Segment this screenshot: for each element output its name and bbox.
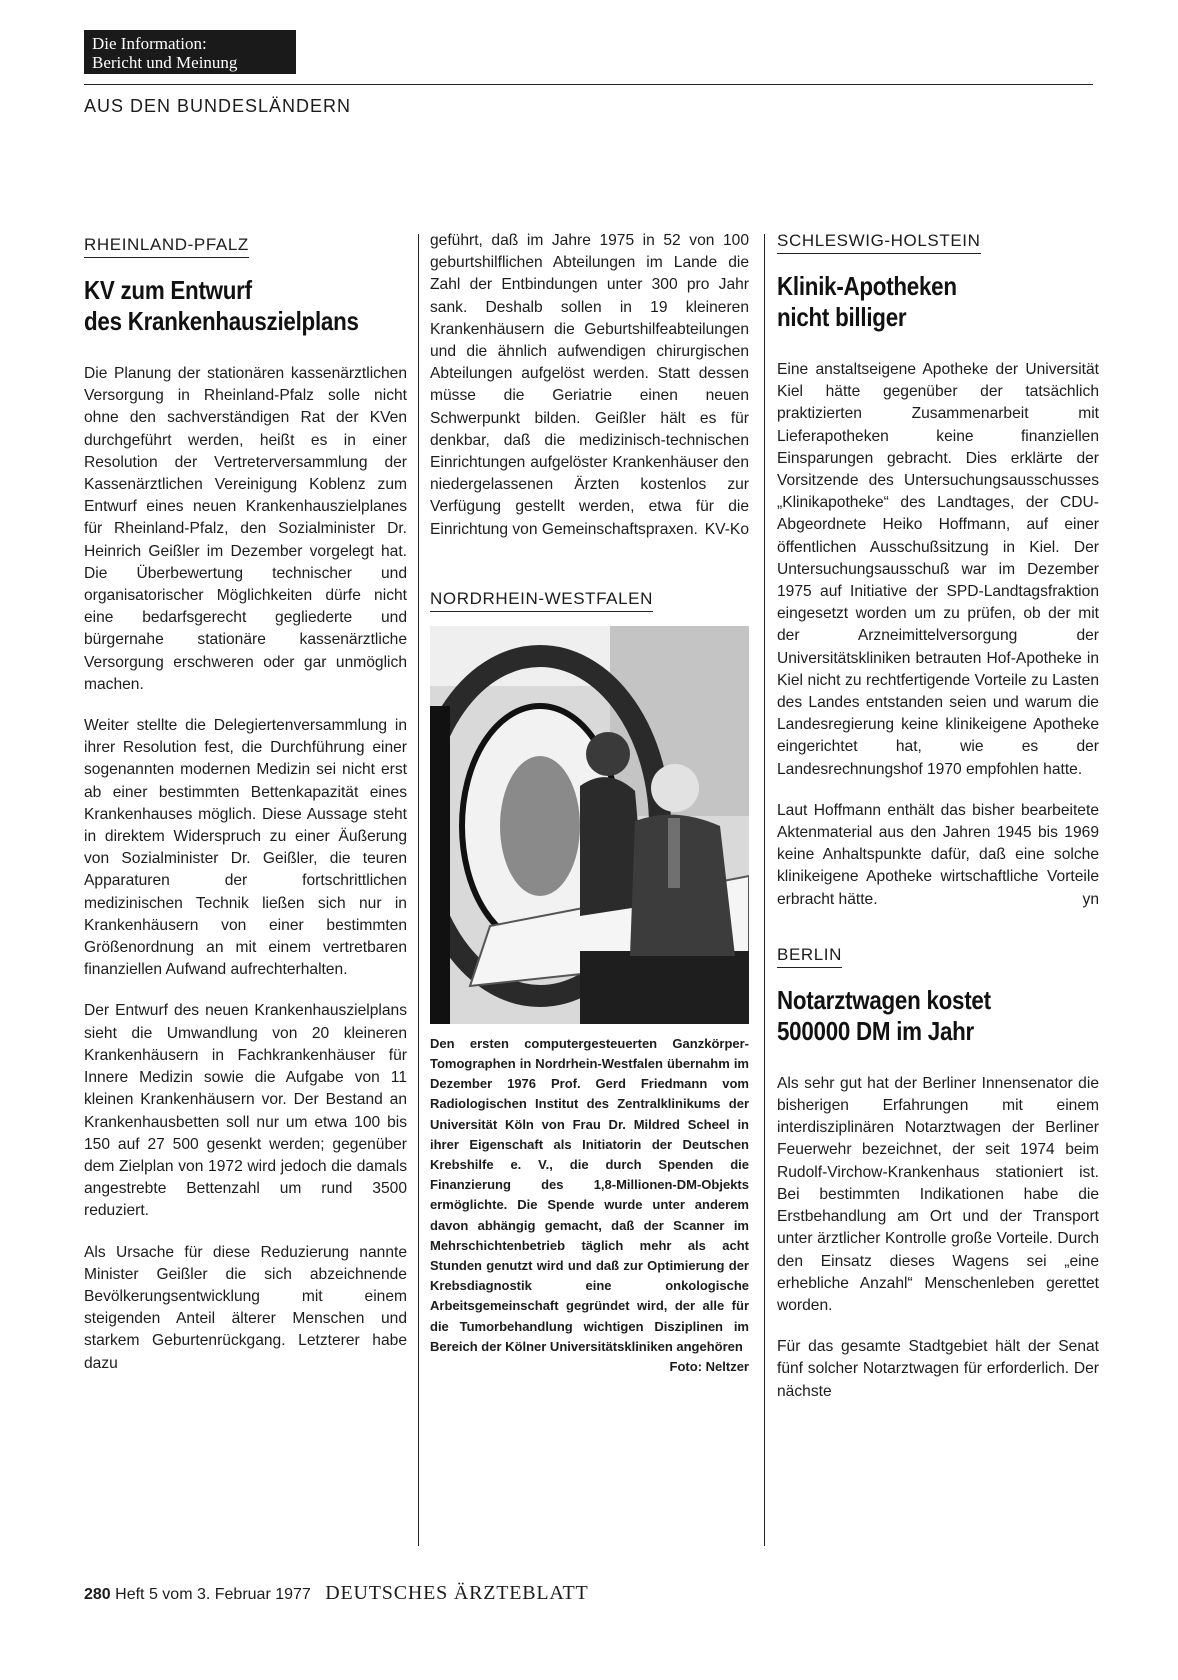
author-signature: KV-Ko — [704, 520, 749, 538]
region-label-berlin: BERLIN — [777, 944, 842, 968]
headline-line-1: Klinik-Apotheken — [777, 271, 957, 301]
headline-line-2: des Krankenhauszielplans — [84, 306, 359, 336]
column-2 — [430, 230, 749, 1377]
publication-name: DEUTSCHES ÄRZTEBLATT — [325, 1582, 589, 1604]
rubric-box — [84, 30, 296, 74]
region-label-rheinland-pfalz: RHEINLAND-PFALZ — [84, 234, 249, 258]
article-paragraph: Als Ursache für diese Reduzierung nannte Minister Geißler die sich abzeichnende Bevölkerungsentwicklung mit einem steigenden Anteil älterer Menschen und starkem Geburtenrückgang. Letzterer habe dazu — [84, 1243, 407, 1372]
column-divider-1 — [418, 234, 419, 1546]
article-paragraph: Für das gesamte Stadtgebiet hält der Senat fünf solcher Notarztwagen für erforderlich. Der nächste — [777, 1338, 1099, 1400]
continuation-text: geführt, daß im Jahre 1975 in 52 von 100 geburtshilflichen Abteilungen im Lande die Zahl der Entbindungen unter 300 pro Jahr sank. Deshalb sollen in 19 kleineren Krankenhäusern die Geburtshilfeabteilungen und die ähnlich aufwendigen chirurgischen Abteilungen aufgelöst werden. Statt dessen müsse die Geriatrie einen neuen Schwerpunkt bilden. Geißler hält es für denkbar, daß die medizinisch-technischen Einrichtungen aufgelöster Krankenhäuser den niedergelassenen Ärzten kostenlos zur Verfügung gestellt werden, etwa für die Einrichtung von Gemeinschaftspraxen. — [430, 232, 749, 538]
article-paragraph: Der Entwurf des neuen Krankenhauszielplans sieht die Umwandlung von 20 kleineren Krankenhäusern in Fachkrankenhäuser für Innere Medizin sowie die Aufgabe von 11 kleinen Krankenhäusern vor. Der Bestand an Krankenhausbetten soll nur um etwa 100 bis 150 auf 27 500 gesenkt werden; gegenüber dem Zielplan von 1972 wird jedoch die damals angestrebte Bettenzahl um rund 3500 reduziert. — [84, 1002, 407, 1220]
article-paragraph — [777, 800, 1099, 911]
rubric-line-2: Bericht und Meinung — [92, 53, 238, 72]
region-label-schleswig-holstein: SCHLESWIG-HOLSTEIN — [777, 230, 981, 254]
headline-line-1: Notarztwagen kostet — [777, 984, 991, 1015]
photo-credit: Foto: Neltzer — [669, 1359, 749, 1375]
page-number: 280 — [84, 1586, 111, 1603]
column-3 — [777, 230, 1099, 1422]
caption-text: Den ersten computergesteuerten Ganzkörper-Tomographen in Nordrhein-Westfalen übernahm im Dezember 1976 Prof. Gerd Friedmann vom Radiologischen Institut des Zentralklinikums der Universität Köln von Frau Dr. Mildred Scheel in ihrer Eigenschaft als Initiatorin der Deutschen Krebshilfe e. V., die durch Spenden die Finanzierung des 1,8-Millionen-DM-Objekts ermöglichte. Die Spende wurde unter anderem davon abhängig gemacht, daß der Scanner im Mehrschichtenbetrieb täglich mehr als acht Stunden genutzt wird und daß zur Optimierung der Krebsdiagnostik eine onkologische Arbeitsgemeinschaft gegründet wird, der alle für die Tumorbehandlung wichtigen Disziplinen im Bereich der Kölner Universitätskliniken angehören — [430, 1035, 749, 1354]
region-label-nordrhein-westfalen: NORDRHEIN-WESTFALEN — [430, 588, 653, 612]
paragraph-text: Laut Hoffmann enthält das bisher bearbeitete Aktenmaterial aus den Jahren 1945 bis 1969 keine Anhaltspunkte dafür, daß eine solche klinikeigene Apotheke wirtschaftliche Vorteile erbracht hätte. — [777, 801, 1099, 908]
column-1 — [84, 234, 407, 1394]
issue-info: Heft 5 vom 3. Februar 1977 — [115, 1586, 311, 1603]
headline-line-2: 500000 DM im Jahr — [777, 1015, 974, 1046]
page-footer — [84, 1582, 588, 1605]
headline-rheinland-pfalz — [84, 275, 362, 337]
headline-line-2: nicht billiger — [777, 302, 907, 332]
photo-scene — [430, 626, 749, 1024]
header-rule — [84, 84, 1093, 85]
column-divider-2 — [764, 234, 765, 1546]
rubric-line-1: Die Information: — [92, 34, 207, 53]
headline-schleswig-holstein — [777, 271, 1054, 333]
headline-line-1: KV zum Entwurf — [84, 275, 252, 305]
article-paragraph: Weiter stellte die Delegiertenversammlung in ihrer Resolution fest, die Durchführung einer sogenannten modernen Medizin sei nicht erst ab einer bestimmten Bettenkapazität eines Krankenhauses möglich. Diese Aussage steht in direktem Widerspruch zu einer Äußerung von Sozialminister Dr. Geißler, die teuren Apparaturen der fortschrittlichen medizinischen Technik ließen sich nur in Krankenhäusern von einer bestimmten Größenordnung an mit einem vertretbaren finanziellen Aufwand aufrechterhalten. — [84, 717, 407, 979]
section-title: AUS DEN BUNDESLÄNDERN — [84, 96, 352, 116]
press-photo — [430, 626, 749, 1024]
photo-caption — [430, 1034, 749, 1375]
article-continuation — [430, 230, 749, 541]
article-paragraph: Eine anstaltseigene Apotheke der Universität Kiel hätte gegenüber der tatsächlich praktizierten Zusammenarbeit mit Lieferapotheken keine finanziellen Einsparungen gebracht. Dies erklärte der Vorsitzende des Untersuchungsausschusses „Klinikapotheke“ des Landtages, der CDU-Abgeordnete Heiko Hoffmann, auf einer öffentlichen Ausschußsitzung in Kiel. Der Untersuchungsausschuß war im Dezember 1975 auf Initiative der SPD-Landtagsfraktion eingesetzt worden um zu prüfen, ob der mit der Arzneimittelversorgung der Universitätskliniken betrauten Hof-Apotheke in Kiel nicht zu rechtfertigende Vorteile zu Lasten des Landes entstanden seien und warum die Landesregierung keine klinikeigene Apotheke eingerichtet hat, wie es der Landesrechnungshof 1970 empfohlen hatte. — [777, 361, 1099, 778]
headline-berlin — [777, 985, 1054, 1047]
author-signature: yn — [1082, 890, 1099, 908]
article-paragraph: Als sehr gut hat der Berliner Innensenator die bisherigen Erfahrungen mit einem interdisziplinären Notarztwagen der Berliner Feuerwehr bezeichnet, der seit 1974 beim Rudolf-Virchow-Krankenhaus stationiert ist. Bei bestimmten Indikationen habe die Erstbehandlung am Ort und der Transport unter ärztlicher Kontrolle große Vorteile. Durch den Einsatz dieses Wagens sei „eine erhebliche Anzahl“ Menschenleben gerettet worden. — [777, 1074, 1099, 1314]
article-paragraph: Die Planung der stationären kassenärztlichen Versorgung in Rheinland-Pfalz solle nicht ohne den sachverständigen Rat der KVen durchgeführt werden, heißt es in einer Resolution der Vertreterversammlung der Kassenärztlichen Vereinigung Koblenz zum Entwurf eines neuen Krankenhauszielplanes für Rheinland-Pfalz, den Sozialminister Dr. Heinrich Geißler im Dezember vorgelegt hat. Die Überbewertung technischer und organisatorischer Möglichkeiten dürfe nicht eine bedarfsgerecht gegliederte und bürgernahe stationäre kassenärztliche Versorgung erschweren oder gar unmöglich machen. — [84, 365, 407, 693]
